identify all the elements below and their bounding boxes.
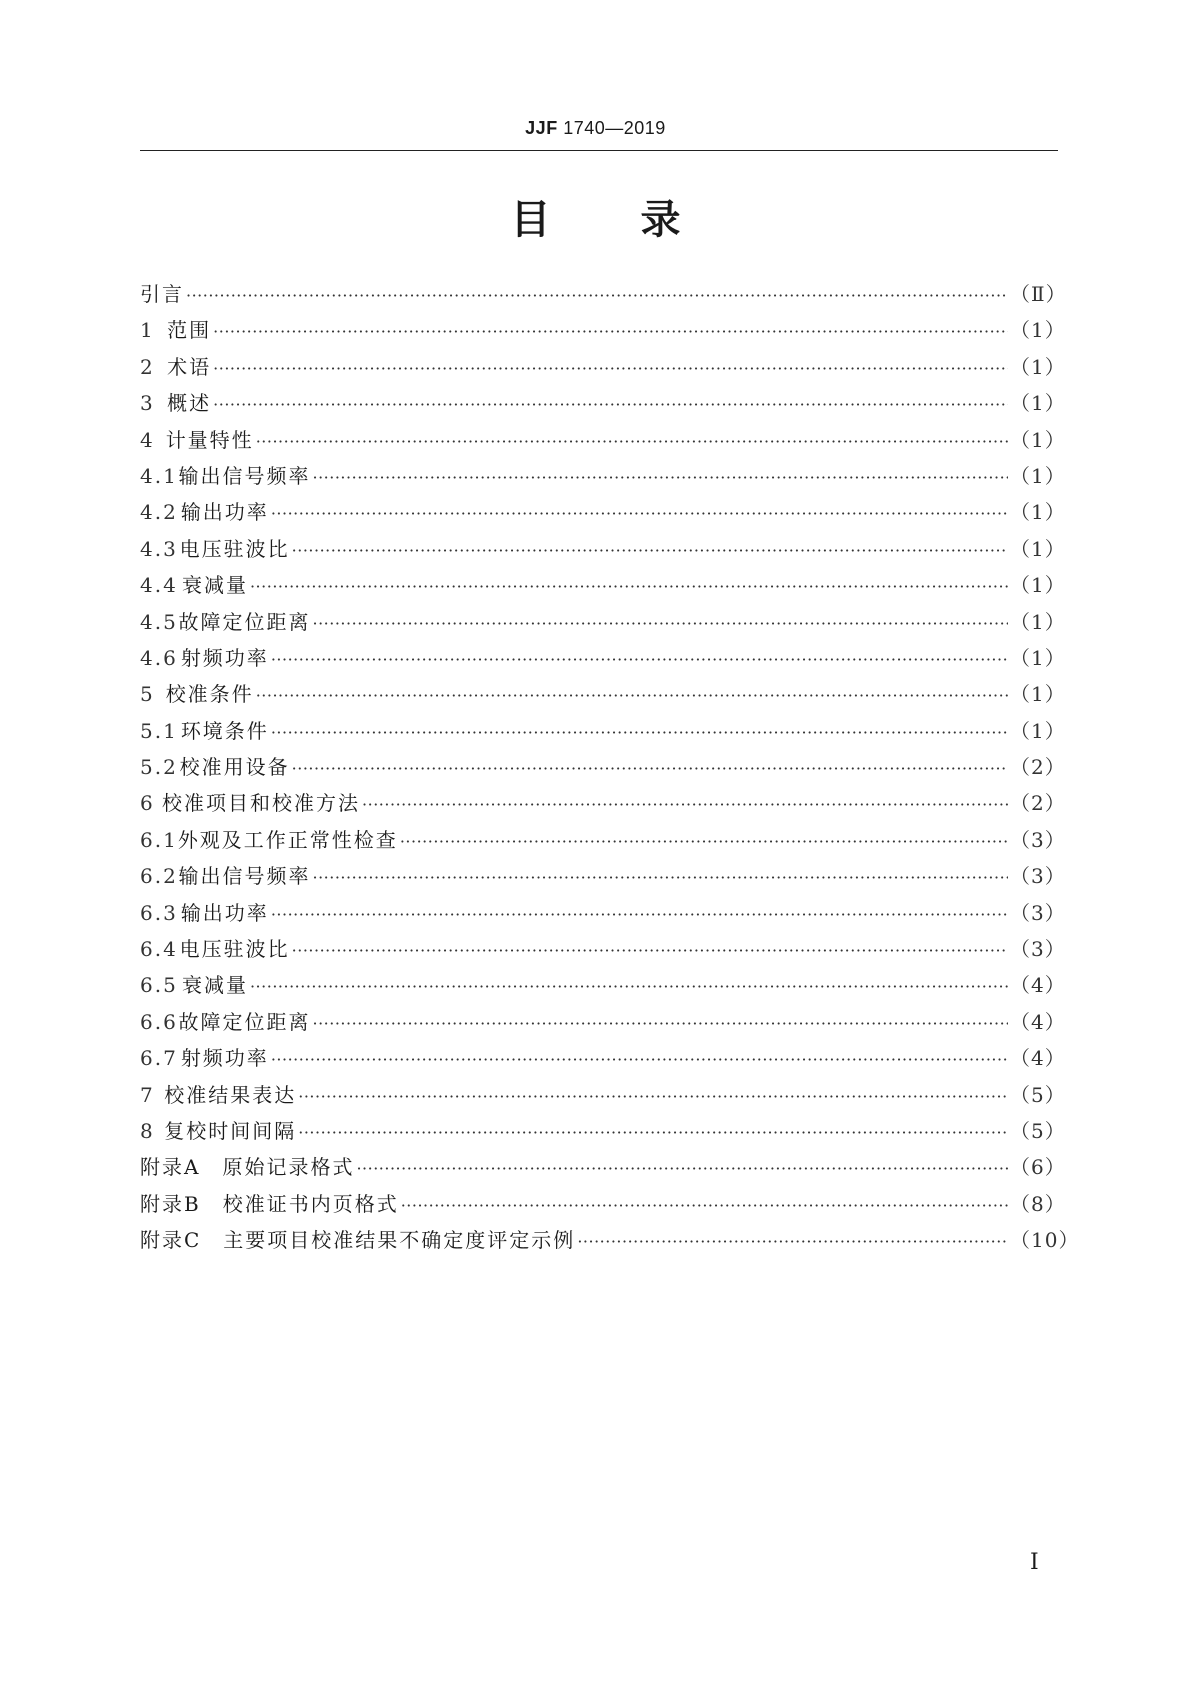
toc-entry[interactable]	[140, 1006, 1066, 1042]
toc-entry[interactable]	[140, 1079, 1066, 1115]
toc-entry-label: 衰减量	[181, 573, 248, 598]
header-standard-number: 1740—2019	[563, 118, 666, 138]
page-folio: Ⅰ	[1030, 1550, 1039, 1575]
toc-dot-leader	[271, 905, 1008, 924]
toc-entry-label: 引言	[140, 282, 184, 306]
toc-dot-leader	[400, 832, 1008, 851]
toc-entry-label: 输出功率	[180, 500, 269, 525]
toc-entry-number: 7	[140, 1082, 155, 1107]
toc-dot-leader	[292, 759, 1008, 778]
toc-entry-label: 衰减量	[181, 973, 248, 998]
toc-dot-leader	[356, 1159, 1008, 1178]
toc-entry-label: 附录A 原始记录格式	[140, 1155, 355, 1180]
toc-entry-page: （1）	[1010, 536, 1066, 561]
toc-dot-leader	[313, 1014, 1009, 1033]
toc-entry-page: （1）	[1010, 682, 1066, 707]
toc-entry-page: （1）	[1010, 391, 1066, 416]
toc-dot-leader	[213, 395, 1008, 414]
toc-entry-number: 4	[140, 427, 155, 452]
header-standard-code: JJF	[525, 118, 558, 138]
toc-entry[interactable]	[140, 897, 1066, 933]
toc-entry-label: 校准用设备	[179, 755, 290, 780]
page-title	[0, 195, 1191, 245]
toc-entry-number: 4.3	[140, 536, 178, 561]
toc-entry-label: 射频功率	[180, 1046, 269, 1071]
toc-entry[interactable]	[140, 1151, 1066, 1187]
toc-entry[interactable]	[140, 787, 1066, 823]
toc-entry[interactable]	[140, 424, 1066, 460]
toc-entry-label: 概述	[167, 391, 212, 416]
toc-entry-page: （5）	[1010, 1082, 1066, 1107]
toc-entry-label: 故障定位距离	[178, 609, 311, 634]
toc-entry-page: （3）	[1010, 900, 1066, 925]
toc-dot-leader	[313, 468, 1009, 487]
toc-entry-page: （1）	[1010, 573, 1066, 598]
toc-entry-label: 输出信号频率	[178, 463, 311, 488]
toc-entry-page: （1）	[1010, 718, 1066, 743]
toc-entry-page: （6）	[1010, 1155, 1066, 1180]
toc-entry-label: 范围	[167, 318, 212, 343]
toc-entry-number: 8	[140, 1118, 155, 1143]
toc-entry-page: （4）	[1010, 973, 1066, 998]
toc-entry[interactable]	[140, 278, 1067, 314]
toc-entry-number: 5	[140, 682, 155, 707]
toc-entry-label: 电压驻波比	[179, 937, 290, 962]
toc-entry-number: 6.7	[140, 1046, 178, 1071]
toc-entry-page: （1）	[1010, 354, 1066, 379]
toc-entry[interactable]	[140, 314, 1066, 350]
toc-dot-leader	[250, 577, 1008, 596]
toc-entry-number: 4.4	[140, 573, 178, 598]
toc-entry-label: 故障定位距离	[178, 1009, 311, 1034]
toc-entry[interactable]	[140, 1115, 1066, 1151]
toc-dot-leader	[298, 1087, 1008, 1106]
toc-entry[interactable]	[140, 387, 1066, 423]
toc-entry-label: 术语	[167, 354, 212, 379]
toc-entry-label: 计量特性	[165, 427, 254, 452]
toc-dot-leader	[292, 941, 1008, 960]
toc-entry[interactable]	[140, 969, 1066, 1005]
toc-entry-number: 6.2	[140, 864, 178, 889]
toc-entry[interactable]	[140, 933, 1066, 969]
toc-entry-label: 附录C 主要项目校准结果不确定度评定示例	[140, 1228, 576, 1253]
toc-entry[interactable]	[140, 642, 1066, 678]
toc-dot-leader	[250, 977, 1008, 996]
toc-entry[interactable]	[140, 1042, 1066, 1078]
toc-entry-label: 校准项目和校准方法	[162, 791, 361, 816]
toc-entry-page: （4）	[1010, 1046, 1066, 1071]
toc-dot-leader	[313, 614, 1009, 633]
toc-entry-page: （1）	[1010, 463, 1066, 488]
toc-entry[interactable]	[140, 1188, 1066, 1224]
toc-entry-page: （3）	[1010, 937, 1066, 962]
toc-entry[interactable]	[140, 824, 1066, 860]
toc-dot-leader	[362, 795, 1008, 814]
toc-dot-leader	[292, 541, 1008, 560]
toc-entry-number: 5.2	[140, 755, 178, 780]
toc-entry[interactable]	[140, 751, 1066, 787]
toc-dot-leader	[186, 286, 1008, 305]
toc-entry-page: （3）	[1010, 827, 1066, 852]
toc-entry-number: 6.1	[140, 827, 178, 852]
toc-entry-number: 4.1	[140, 463, 178, 488]
toc-entry-label: 校准结果表达	[164, 1082, 297, 1107]
toc-entry-number: 4.5	[140, 609, 178, 634]
toc-dot-leader	[256, 686, 1008, 705]
toc-dot-leader	[313, 868, 1009, 887]
toc-dot-leader	[271, 504, 1008, 523]
toc-entry[interactable]	[140, 533, 1066, 569]
toc-entry[interactable]	[140, 569, 1066, 605]
table-of-contents	[140, 278, 1080, 1261]
toc-entry-number: 2	[140, 354, 155, 379]
toc-dot-leader	[213, 322, 1008, 341]
toc-entry-label: 电压驻波比	[179, 536, 290, 561]
toc-entry-number: 4.6	[140, 645, 178, 670]
toc-entry-page: （5）	[1010, 1118, 1066, 1143]
toc-entry-page: （1）	[1010, 318, 1066, 343]
toc-entry-number: 6.5	[140, 973, 178, 998]
toc-entry[interactable]	[140, 606, 1066, 642]
toc-dot-leader	[271, 723, 1008, 742]
toc-dot-leader	[213, 359, 1008, 378]
toc-entry-label: 输出信号频率	[178, 864, 311, 889]
toc-entry-page: （3）	[1010, 864, 1066, 889]
toc-entry-page: （1）	[1010, 609, 1066, 634]
toc-dot-leader	[577, 1232, 1008, 1251]
toc-entry[interactable]	[140, 351, 1066, 387]
toc-entry-page: （4）	[1010, 1009, 1066, 1034]
running-header	[0, 118, 1191, 139]
toc-entry[interactable]	[140, 460, 1066, 496]
toc-entry[interactable]	[140, 860, 1066, 896]
toc-entry-number: 4.2	[140, 500, 178, 525]
toc-entry-number: 6	[140, 791, 155, 816]
toc-dot-leader	[256, 432, 1008, 451]
toc-dot-leader	[271, 1050, 1008, 1069]
toc-entry-page: （1）	[1010, 427, 1066, 452]
toc-entry-page: （10）	[1010, 1228, 1080, 1253]
toc-entry-page: （1）	[1010, 500, 1066, 525]
title-char-2: 录	[640, 197, 681, 243]
toc-entry-label: 输出功率	[180, 900, 269, 925]
toc-entry-number: 6.6	[140, 1009, 178, 1034]
toc-entry[interactable]	[140, 1224, 1080, 1260]
toc-entry-number: 6.3	[140, 900, 178, 925]
toc-entry-label: 环境条件	[180, 718, 269, 743]
toc-entry-label: 复校时间间隔	[164, 1118, 297, 1143]
toc-entry-label: 外观及工作正常性检查	[177, 827, 398, 852]
toc-entry-label: 校准条件	[165, 682, 254, 707]
toc-dot-leader	[298, 1123, 1008, 1142]
toc-dot-leader	[271, 650, 1008, 669]
toc-entry-label: 附录B 校准证书内页格式	[140, 1191, 399, 1216]
toc-entry[interactable]	[140, 496, 1066, 532]
toc-entry-number: 1	[140, 318, 155, 343]
toc-entry-label: 射频功率	[180, 645, 269, 670]
toc-entry-number: 5.1	[140, 718, 178, 743]
toc-entry-page: （Ⅱ）	[1010, 282, 1067, 306]
title-char-1: 目	[510, 197, 551, 243]
toc-entry-number: 3	[140, 391, 155, 416]
toc-entry-page: （2）	[1010, 791, 1066, 816]
toc-entry-page: （2）	[1010, 755, 1066, 780]
toc-entry-page: （1）	[1010, 645, 1066, 670]
toc-entry-number: 6.4	[140, 937, 178, 962]
toc-entry[interactable]	[140, 715, 1066, 751]
toc-dot-leader	[401, 1196, 1008, 1215]
toc-entry[interactable]	[140, 678, 1066, 714]
header-rule	[140, 150, 1058, 151]
toc-entry-page: （8）	[1010, 1191, 1066, 1216]
